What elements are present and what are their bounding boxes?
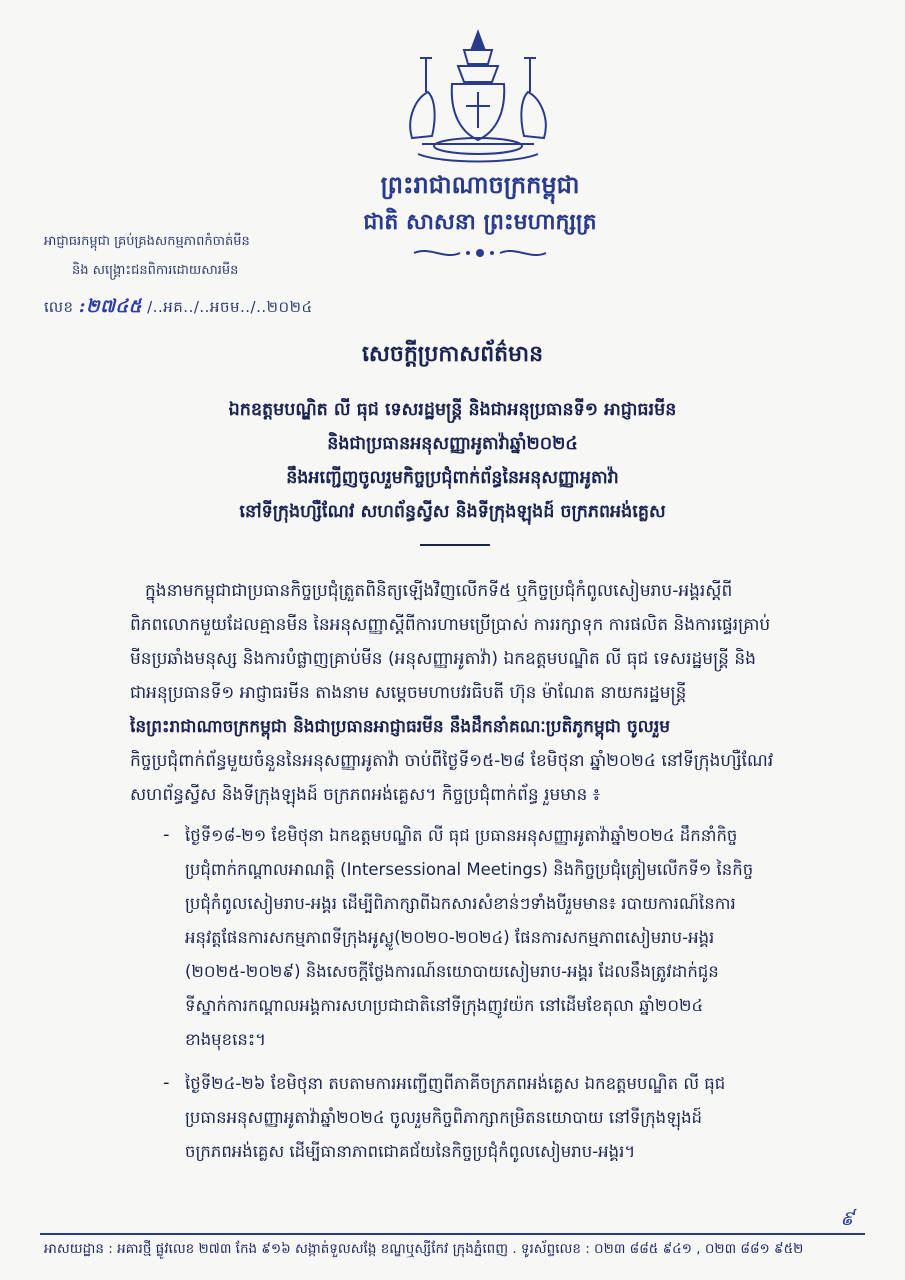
kingdom-name: ព្រះរាជាណាចក្រកម្ពុជា bbox=[380, 170, 580, 199]
ornament-flourish-icon bbox=[410, 246, 550, 260]
subheading-line: នឹងអញ្ជើញចូលរួមកិច្ចប្រជុំពាក់ព័ន្ធនៃអនុសញ្ញាអូតាវ៉ា bbox=[286, 468, 619, 488]
intro-paragraph-line: សហព័ន្ធស្វីស និងទីក្រុងឡុងដ៍ ចក្រភពអង់គ្លេស។ កិច្ចប្រជុំពាក់ព័ន្ធ រួមមាន ៖ bbox=[130, 785, 601, 805]
bullet-item-line: ខាងមុខនេះ។ bbox=[185, 1030, 266, 1049]
subheading-line: នៅទីក្រុងហ្សឺណែវ សហព័ន្ធស្វីស និងទីក្រុងឡុងដ៍ ចក្រភពអង់គ្លេស bbox=[239, 502, 666, 522]
intro-paragraph-line: ពិភពលោកមួយដែលគ្មានមីន នៃអនុសញ្ញាស្តីពីការហាមប្រើប្រាស់ ការរក្សាទុក ការផលិត និងការផ្ទេរគ្រាប់ bbox=[130, 615, 771, 635]
bullet-item-line: ថ្ងៃទី១៨-២១ ខែមិថុនា ឯកឧត្តមបណ្ឌិត លី ធុជ ប្រធានអនុសញ្ញាអូតាវ៉ាឆ្នាំ២០២៤ ដឹកនាំកិច្ច bbox=[185, 826, 738, 845]
intro-paragraph-line: កិច្ចប្រជុំពាក់ព័ន្ធមួយចំនួននៃអនុសញ្ញាអូតាវ៉ា ចាប់ពីថ្ងៃទី១៥-២៨ ខែមិថុនា ឆ្នាំ២០២៤ នៅទីក្រុងហ្សឺណែវ bbox=[130, 751, 774, 771]
national-motto: ជាតិ សាសនា ព្រះមហាក្សត្រ bbox=[363, 209, 597, 235]
page-number-mark: ៩ bbox=[840, 1206, 855, 1230]
bullet-item-line: អនុវត្តផែនការសកម្មភាពទីក្រុងអូស្លូ(២០២០-២០២៤) ផែនការសកម្មភាពសៀមរាប-អង្គរ bbox=[185, 928, 715, 947]
intro-paragraph-line: ជាអនុប្រធានទី១ អាជ្ញាធរមីន តាងនាម សម្តេចមហាបវរធិបតី ហ៊ុន ម៉ាណែត នាយករដ្ឋមន្ត្រី bbox=[130, 683, 687, 703]
document-title: សេចក្តីប្រកាសព័ត៌មាន bbox=[361, 341, 544, 367]
footer-rule bbox=[40, 1233, 865, 1235]
subheading-line: និងជាប្រធានអនុសញ្ញាអូតាវ៉ាឆ្នាំ២០២៤ bbox=[327, 434, 578, 454]
bullet-item-line: ប្រជុំពាក់កណ្តាលអាណត្តិ (Intersessional Meetings) និងកិច្ចប្រជុំត្រៀមលើកទី១ នៃកិច្ច bbox=[185, 860, 754, 879]
intro-paragraph-line: នៃព្រះរាជាណាចក្រកម្ពុជា និងជាប្រធានអាជ្ញាធរមីន នឹងដឹកនាំគណៈប្រតិភូកម្ពុជា ចូលរួម bbox=[130, 717, 670, 737]
bullet-marker: - bbox=[163, 1072, 170, 1093]
issuer-authority-line2: និង សង្គ្រោះជនពិការដោយសារមីន bbox=[72, 263, 239, 278]
footer-address: អាសយដ្ឋាន : អគារថ្មី ផ្លូវលេខ ២៧៣ កែង ៩១៦ សង្កាត់ទួលសង្កែ ខណ្ឌឬស្សីកែវ ក្រុងភ្នំពេញ . ទូរស័ព្ទលេខ : ០២៣ ៨៨៥ ៩៤១ , ០២៣ ៨៨១ ៩៥២ bbox=[44, 1241, 804, 1257]
bullet-item-line: ចក្រភពអង់គ្លេស ដើម្បីធានាភាពជោគជ័យនៃកិច្ចប្រជុំកំពូលសៀមរាប-អង្គរ។ bbox=[185, 1142, 636, 1161]
reference-number bbox=[44, 294, 313, 321]
intro-paragraph-line: ក្នុងនាមកម្ពុជាជាប្រធានកិច្ចប្រជុំត្រួតពិនិត្យឡើងវិញលើកទី៥ ឬកិច្ចប្រជុំកំពូលសៀមរាប-អង្គរស្តីពី bbox=[145, 581, 733, 601]
bullet-item-line: (២០២៥-២០២៩) និងសេចក្តីថ្លែងការណ៍នយោបាយសៀមរាប-អង្គរ ដែលនឹងត្រូវដាក់ជូន bbox=[185, 962, 719, 981]
subheading-line: ឯកឧត្តមបណ្ឌិត លី ធុជ ទេសរដ្ឋមន្ត្រី និងជាអនុប្រធានទី១ អាជ្ញាធរមីន bbox=[228, 400, 677, 420]
intro-paragraph-line: មីនប្រឆាំងមនុស្ស និងការបំផ្លាញគ្រាប់មីន (អនុសញ្ញាអូតាវ៉ា) ឯកឧត្តមបណ្ឌិត លី ធុជ ទេសរដ្ឋមន្ត្រី និង bbox=[130, 649, 756, 669]
royal-coat-of-arms-icon bbox=[392, 28, 564, 168]
reference-suffix: /..អគ../..អចម../..២០២៤ bbox=[147, 298, 313, 316]
bullet-marker: - bbox=[163, 824, 170, 845]
bullet-item-line: ប្រធានអនុសញ្ញាអូតាវ៉ាឆ្នាំ២០២៤ ចូលរួមកិច្ចពិភាក្សាកម្រិតនយោបាយ នៅទីក្រុងឡុងដ៍ bbox=[185, 1108, 703, 1127]
reference-label: លេខ bbox=[44, 298, 74, 316]
issuer-authority-line1: អាជ្ញាធរកម្ពុជា គ្រប់គ្រងសកម្មភាពកំចាត់មីន bbox=[44, 234, 250, 249]
section-divider bbox=[420, 543, 490, 547]
bullet-item-line: ថ្ងៃទី២៤-២៦ ខែមិថុនា តបតាមការអញ្ជើញពីភាគីចក្រភពអង់គ្លេស ឯកឧត្តមបណ្ឌិត លី ធុជ bbox=[185, 1074, 726, 1093]
bullet-item-line: ទីស្នាក់ការកណ្តាលអង្គការសហប្រជាជាតិនៅទីក្រុងញូវយ៉ក នៅដើមខែតុលា ឆ្នាំ២០២៤ bbox=[185, 996, 704, 1015]
reference-handwritten-number: :២៧៤៥ bbox=[78, 296, 142, 317]
bullet-item-line: ប្រជុំកំពូលសៀមរាប-អង្គរ ដើម្បីពិភាក្សាពីឯកសារសំខាន់ៗទាំងបីរួមមាន៖ របាយការណ៍នៃការ bbox=[185, 894, 736, 913]
